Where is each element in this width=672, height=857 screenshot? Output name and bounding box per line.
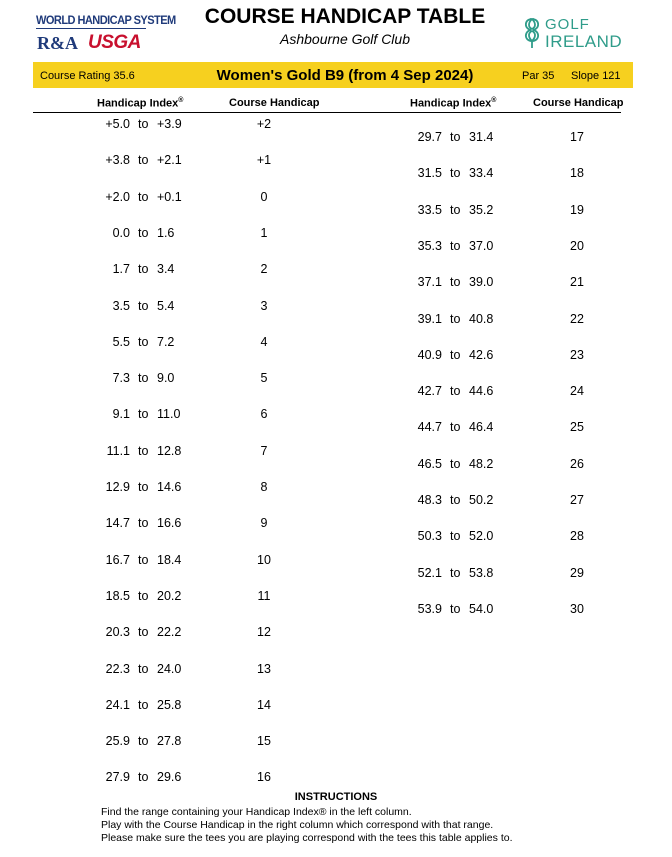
page-title: COURSE HANDICAP TABLE xyxy=(204,5,486,28)
logo-divider xyxy=(36,28,146,29)
range-to-label: to xyxy=(138,516,149,531)
handicap-index-high: 20.2 xyxy=(157,588,182,603)
golf-ireland-logo-golf: GOLF xyxy=(545,16,590,33)
course-handicap-value: 3 xyxy=(260,298,268,313)
handicap-index-low: 39.1 xyxy=(417,311,442,326)
course-handicap-value: +1 xyxy=(256,153,272,168)
left-course-handicap-header: Course Handicap xyxy=(229,97,320,109)
handicap-index-low: 35.3 xyxy=(417,238,442,253)
golf-ireland-logo-ireland: IRELAND xyxy=(545,32,623,51)
range-to-label: to xyxy=(450,420,461,435)
handicap-index-low: 37.1 xyxy=(417,275,442,290)
course-rating: Course Rating 35.6 xyxy=(40,70,135,82)
course-handicap-value: 29 xyxy=(570,565,584,580)
handicap-index-high: 14.6 xyxy=(157,480,182,494)
range-to-label: to xyxy=(450,166,461,181)
handicap-index-high: +3.9 xyxy=(157,117,182,131)
handicap-index-high: 35.2 xyxy=(469,202,494,217)
handicap-index-high: 3.4 xyxy=(157,262,175,277)
handicap-index-high: 31.4 xyxy=(469,130,494,144)
range-to-label: to xyxy=(138,552,149,567)
handicap-index-low: 18.5 xyxy=(105,588,130,603)
handicap-index-low: +3.8 xyxy=(105,153,130,168)
handicap-index-high: 53.8 xyxy=(469,565,494,580)
right-handicap-index-header: Handicap Index® xyxy=(410,97,497,110)
range-to-label: to xyxy=(138,480,149,494)
course-handicap-value: 14 xyxy=(257,697,271,712)
course-handicap-value: 13 xyxy=(257,661,271,676)
course-handicap-value: 9 xyxy=(260,516,268,531)
course-handicap-value: 15 xyxy=(257,734,271,749)
course-handicap-value: 22 xyxy=(570,311,584,326)
range-to-label: to xyxy=(138,661,149,676)
handicap-index-low: 14.7 xyxy=(105,516,130,531)
handicap-index-low: 24.1 xyxy=(105,697,130,712)
course-handicap-value: 16 xyxy=(257,770,271,785)
handicap-index-high: 27.8 xyxy=(157,734,182,749)
handicap-index-low: 20.3 xyxy=(105,625,130,640)
course-handicap-value: 7 xyxy=(260,443,268,458)
range-to-label: to xyxy=(450,130,461,144)
handicap-index-high: 18.4 xyxy=(157,552,182,567)
handicap-index-high: 37.0 xyxy=(469,238,494,253)
range-to-label: to xyxy=(138,153,149,168)
range-to-label: to xyxy=(138,697,149,712)
range-to-label: to xyxy=(138,407,149,422)
handicap-index-low: 5.5 xyxy=(112,334,130,349)
range-to-label: to xyxy=(450,347,461,362)
course-handicap-value: 10 xyxy=(257,552,271,567)
handicap-index-high: +2.1 xyxy=(157,153,182,168)
course-handicap-value: 26 xyxy=(570,456,584,471)
instructions-title: INSTRUCTIONS xyxy=(294,791,378,803)
right-course-handicap-header: Course Handicap xyxy=(533,97,624,109)
course-handicap-value: 21 xyxy=(570,275,584,290)
handicap-index-low: 53.9 xyxy=(417,601,442,616)
range-to-label: to xyxy=(138,334,149,349)
handicap-index-low: 44.7 xyxy=(417,420,442,435)
course-handicap-value: 27 xyxy=(570,493,584,507)
handicap-index-low: 50.3 xyxy=(417,529,442,544)
handicap-index-high: 42.6 xyxy=(469,347,494,362)
handicap-index-high: 52.0 xyxy=(469,529,494,544)
handicap-index-high: 25.8 xyxy=(157,697,182,712)
handicap-index-low: 40.9 xyxy=(417,347,442,362)
club-name: Ashbourne Golf Club xyxy=(280,31,410,47)
instruction-line-1: Find the range containing your Handicap Index® in the left column. xyxy=(101,806,412,818)
instruction-line-2: Play with the Course Handicap in the right column which correspond with that range. xyxy=(101,819,494,831)
handicap-index-low: 7.3 xyxy=(112,371,130,386)
course-handicap-value: 6 xyxy=(260,407,268,422)
tee-title: Women's Gold B9 (from 4 Sep 2024) xyxy=(216,67,474,84)
world-handicap-system-logo: WORLD HANDICAP SYSTEM xyxy=(36,13,176,27)
range-to-label: to xyxy=(138,225,149,240)
par-value: Par 35 xyxy=(522,70,555,82)
handicap-index-low: +5.0 xyxy=(105,117,130,131)
range-to-label: to xyxy=(138,770,149,785)
range-to-label: to xyxy=(138,625,149,640)
handicap-index-low: 31.5 xyxy=(417,166,442,181)
course-handicap-value: 12 xyxy=(257,625,271,640)
handicap-index-low: 46.5 xyxy=(417,456,442,471)
usga-logo: USGA xyxy=(88,32,141,53)
handicap-index-low: 29.7 xyxy=(417,130,442,144)
course-handicap-value: +2 xyxy=(256,117,272,131)
handicap-index-low: +2.0 xyxy=(105,189,130,204)
handicap-index-high: 29.6 xyxy=(157,770,182,785)
handicap-index-high: 46.4 xyxy=(469,420,494,435)
course-handicap-value: 11 xyxy=(257,588,271,603)
range-to-label: to xyxy=(138,117,149,131)
range-to-label: to xyxy=(450,311,461,326)
range-to-label: to xyxy=(450,529,461,544)
handicap-index-high: 9.0 xyxy=(157,371,175,386)
left-handicap-index-header: Handicap Index® xyxy=(97,97,184,110)
handicap-index-high: 39.0 xyxy=(469,275,494,290)
handicap-index-high: 44.6 xyxy=(469,384,494,399)
handicap-index-low: 42.7 xyxy=(417,384,442,399)
golf-ireland-shamrock-icon xyxy=(520,15,544,49)
course-handicap-value: 28 xyxy=(570,529,584,544)
handicap-index-high: 12.8 xyxy=(157,443,182,458)
ra-logo: R&A xyxy=(37,33,78,53)
range-to-label: to xyxy=(450,565,461,580)
course-handicap-value: 1 xyxy=(260,225,268,240)
handicap-index-high: 1.6 xyxy=(157,225,175,240)
range-to-label: to xyxy=(138,734,149,749)
range-to-label: to xyxy=(450,384,461,399)
handicap-index-high: 16.6 xyxy=(157,516,182,531)
handicap-index-high: 7.2 xyxy=(157,334,175,349)
range-to-label: to xyxy=(138,588,149,603)
handicap-index-high: 24.0 xyxy=(157,661,182,676)
course-handicap-value: 8 xyxy=(260,480,268,494)
handicap-index-low: 16.7 xyxy=(105,552,130,567)
handicap-index-high: 48.2 xyxy=(469,456,494,471)
course-handicap-value: 25 xyxy=(570,420,584,435)
handicap-index-low: 48.3 xyxy=(417,493,442,507)
course-handicap-value: 2 xyxy=(260,262,268,277)
handicap-index-low: 27.9 xyxy=(105,770,130,785)
handicap-index-low: 3.5 xyxy=(112,298,130,313)
range-to-label: to xyxy=(138,443,149,458)
course-handicap-value: 24 xyxy=(570,384,584,399)
handicap-index-low: 0.0 xyxy=(112,225,130,240)
handicap-index-low: 9.1 xyxy=(112,407,130,422)
range-to-label: to xyxy=(138,298,149,313)
handicap-index-low: 52.1 xyxy=(417,565,442,580)
slope-value: Slope 121 xyxy=(571,70,621,82)
course-handicap-value: 0 xyxy=(260,189,268,204)
header-divider xyxy=(33,112,621,113)
handicap-index-low: 12.9 xyxy=(105,480,130,494)
course-handicap-value: 23 xyxy=(570,347,584,362)
handicap-index-high: +0.1 xyxy=(157,189,182,204)
handicap-index-high: 50.2 xyxy=(469,493,494,507)
range-to-label: to xyxy=(450,493,461,507)
handicap-index-high: 22.2 xyxy=(157,625,182,640)
range-to-label: to xyxy=(450,456,461,471)
course-handicap-value: 20 xyxy=(570,238,584,253)
course-handicap-value: 5 xyxy=(260,371,268,386)
handicap-index-low: 1.7 xyxy=(112,262,130,277)
handicap-index-low: 25.9 xyxy=(105,734,130,749)
handicap-index-low: 22.3 xyxy=(105,661,130,676)
handicap-index-low: 11.1 xyxy=(106,443,130,458)
handicap-index-high: 5.4 xyxy=(157,298,175,313)
range-to-label: to xyxy=(450,601,461,616)
range-to-label: to xyxy=(450,202,461,217)
range-to-label: to xyxy=(138,262,149,277)
range-to-label: to xyxy=(138,189,149,204)
course-handicap-value: 17 xyxy=(570,130,584,144)
course-handicap-value: 18 xyxy=(570,166,584,181)
instruction-line-3: Please make sure the tees you are playing correspond with the tees this table applies to. xyxy=(101,832,513,844)
handicap-index-high: 33.4 xyxy=(469,166,494,181)
handicap-index-high: 11.0 xyxy=(157,407,181,422)
course-handicap-value: 4 xyxy=(260,334,268,349)
range-to-label: to xyxy=(450,275,461,290)
course-handicap-value: 19 xyxy=(570,202,584,217)
handicap-index-low: 33.5 xyxy=(417,202,442,217)
range-to-label: to xyxy=(138,371,149,386)
range-to-label: to xyxy=(450,238,461,253)
handicap-index-high: 54.0 xyxy=(469,601,494,616)
handicap-index-high: 40.8 xyxy=(469,311,494,326)
course-handicap-value: 30 xyxy=(570,601,584,616)
